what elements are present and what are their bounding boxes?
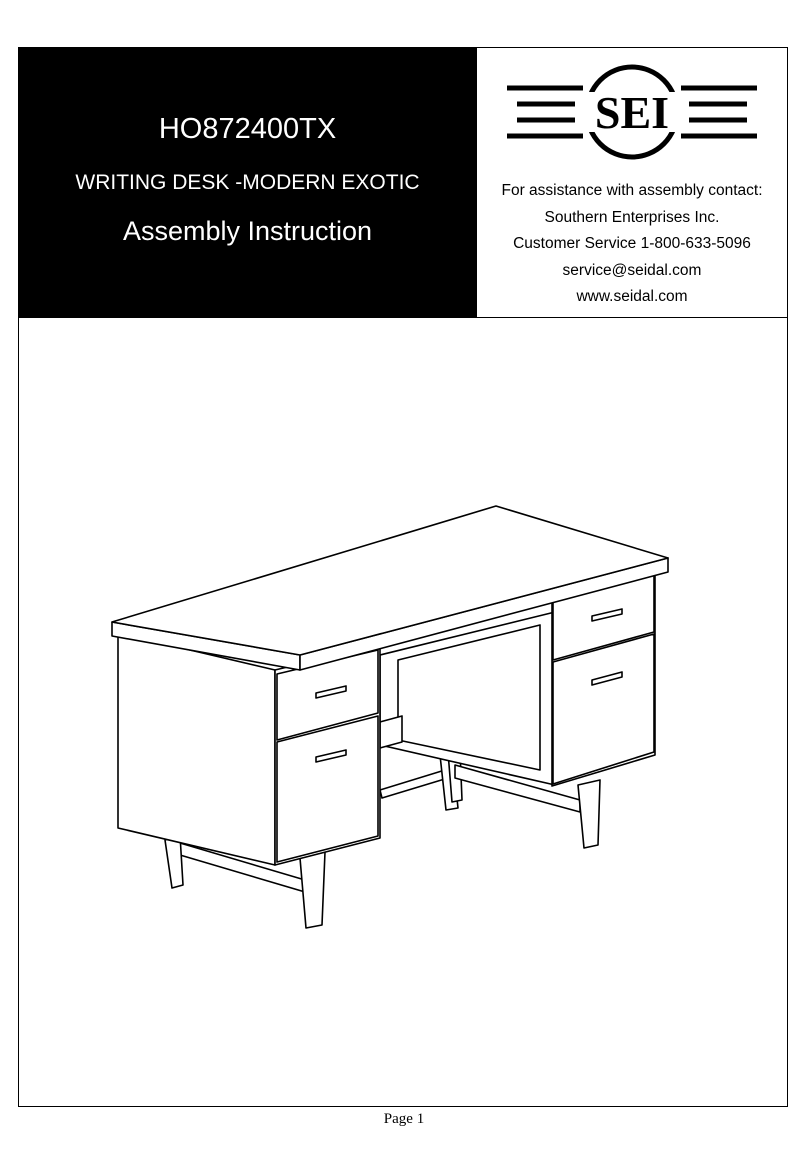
left-bottom-drawer	[277, 716, 378, 862]
sei-logo	[501, 62, 763, 162]
product-name: WRITING DESK -MODERN EXOTIC	[75, 171, 420, 194]
contact-line-email: service@seidal.com	[562, 261, 702, 279]
left-pedestal-side	[118, 633, 275, 865]
svg-text:SEI: SEI	[594, 87, 670, 138]
back-stretcher	[380, 770, 448, 798]
document-type: Assembly Instruction	[122, 216, 373, 246]
contact-info	[477, 178, 787, 311]
contact-line-assistance: For assistance with assembly contact:	[501, 182, 763, 199]
title-block	[19, 48, 476, 317]
contact-line-phone: Customer Service 1-800-633-5096	[513, 235, 751, 252]
model-number: HO872400TX	[158, 113, 337, 145]
contact-block	[476, 48, 787, 317]
header-divider	[19, 317, 787, 318]
desk-illustration	[90, 455, 680, 945]
modesty-rail	[380, 716, 402, 748]
left-leg-front	[300, 852, 325, 928]
contact-line-website: www.seidal.com	[576, 288, 688, 305]
page-number: Page 1	[383, 1111, 425, 1127]
contact-line-company: Southern Enterprises Inc.	[544, 208, 720, 226]
right-leg-back	[578, 780, 600, 848]
